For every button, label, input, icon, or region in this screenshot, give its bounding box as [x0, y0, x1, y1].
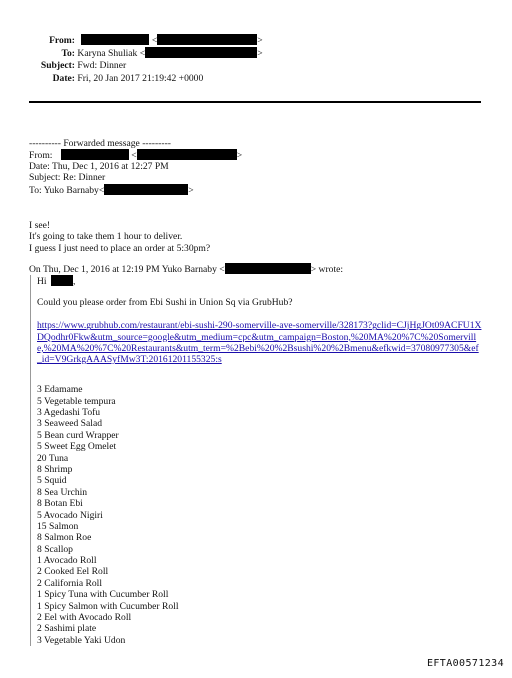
order-item: 1 Spicy Salmon with Cucumber Roll — [37, 600, 179, 612]
from-label: From: — [49, 35, 75, 46]
quote-request: Could you please order from Ebi Sushi in Union Sq via GrubHub? — [37, 297, 293, 308]
order-item: 1 Avocado Roll — [37, 555, 97, 567]
order-item: 8 Salmon Roe — [37, 532, 92, 544]
order-item: 3 Vegetable Yaki Udon — [37, 634, 126, 646]
redaction-bar — [81, 34, 149, 45]
to-label: To: — [61, 48, 75, 59]
order-item: 3 Edamame — [37, 384, 83, 396]
header-date-row — [33, 73, 263, 86]
redaction-bar — [137, 149, 237, 160]
redaction-bar — [157, 34, 257, 45]
order-item: 8 Scallop — [37, 543, 73, 555]
forwarded-block — [29, 138, 242, 195]
order-item: 3 Agedashi Tofu — [37, 407, 101, 418]
order-item: 15 Salmon — [37, 520, 79, 532]
order-item: 2 Eel with Avocado Roll — [37, 612, 132, 624]
quote-attribution: On Thu, Dec 1, 2016 at 12:19 PM Yuko Barnaby < > wrote: — [29, 264, 344, 275]
redaction-bar — [104, 184, 188, 195]
order-item: 5 Vegetable tempura — [37, 395, 116, 407]
header-to-row: To: Karyna Shuliak < > — [33, 47, 263, 60]
reply-body — [29, 220, 210, 254]
forwarded-banner: ---------- Forwarded message --------- — [29, 138, 171, 149]
subject-label: Subject: — [40, 60, 75, 71]
order-list — [37, 384, 492, 646]
order-item: 8 Botan Ebi — [37, 498, 83, 510]
order-item: 2 Cooked Eel Roll — [37, 566, 109, 578]
order-item: 2 California Roll — [37, 577, 103, 589]
header-divider — [29, 101, 481, 103]
redaction-bar — [225, 263, 311, 274]
order-item: 1 Spicy Tuna with Cucumber Roll — [37, 589, 169, 601]
order-item: 5 Avocado Nigiri — [37, 509, 103, 521]
subject-value: Fwd: Dinner — [77, 60, 127, 71]
redaction-bar — [61, 149, 129, 160]
redaction-bar — [145, 47, 257, 58]
quoted-message — [30, 275, 492, 646]
order-item: 8 Sea Urchin — [37, 486, 88, 498]
grubhub-link[interactable]: https://www.grubhub.com/restaurant/ebi-sushi-290-somerville-ave-somerville/328173?gclid=CJjHgJOt09ACFU1XDQodhr0Fkw&utm_source=google&utm_medium=cpc&utm_campaign=Boston,%20MA%20%7C%20Somerville,%20MA%20%7C%20Restaurants&utm_term=%2Bebi%20%2Bsushi%20%2Bmenu&efkwid=37080977305&ef_id=V9GrkgAAASyfMw3T:20161201155325:s — [37, 320, 482, 366]
email-header — [33, 34, 263, 86]
order-item: 2 Sashimi plate — [37, 623, 97, 635]
forwarded-date-line: Date: Thu, Dec 1, 2016 at 12:27 PM — [29, 160, 169, 172]
date-value: Fri, 20 Jan 2017 21:19:42 +0000 — [77, 73, 204, 84]
forwarded-from-line: From: < > — [29, 150, 243, 162]
to-name: Karyna Shuliak — [77, 48, 138, 59]
quote-greeting: Hi , — [37, 276, 76, 287]
reply-line: It's going to take them 1 hour to deliver. — [29, 231, 183, 243]
order-item: 5 Bean curd Wrapper — [37, 429, 119, 441]
forwarded-subject-line: Subject: Re: Dinner — [29, 172, 106, 184]
document-id: EFTA00571234 — [426, 657, 504, 669]
redaction-bar — [51, 275, 73, 286]
reply-line: I guess I just need to place an order at 5:30pm? — [29, 242, 211, 254]
header-from-row: From: < > — [33, 34, 263, 47]
order-item: 3 Seaweed Salad — [37, 418, 103, 430]
order-item: 5 Sweet Egg Omelet — [37, 441, 117, 453]
header-subject-row — [33, 60, 263, 73]
order-item: 20 Tuna — [37, 452, 69, 464]
forwarded-to-line: To: Yuko Barnaby< > — [29, 184, 194, 196]
date-label: Date: — [52, 73, 75, 84]
reply-line: I see! — [29, 220, 51, 231]
order-item: 5 Squid — [37, 475, 67, 487]
order-item: 8 Shrimp — [37, 463, 73, 475]
